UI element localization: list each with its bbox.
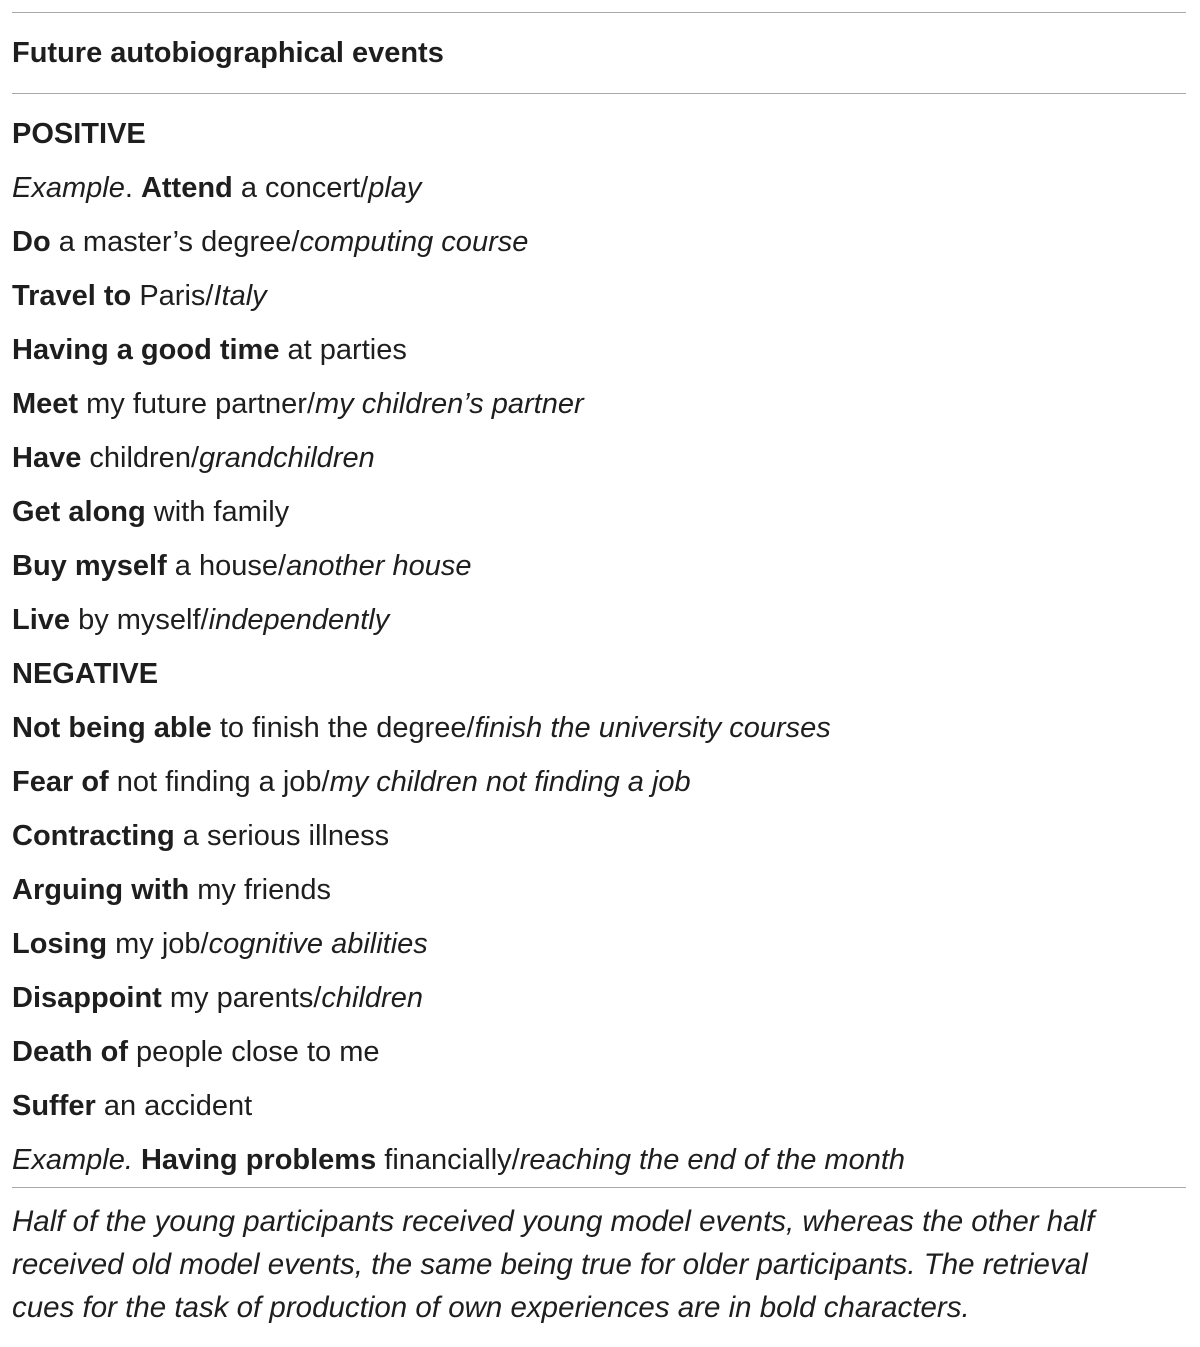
row-segment: Suffer	[12, 1090, 96, 1122]
row-segment: financially/	[376, 1144, 520, 1176]
row-segment: Attend	[140, 172, 233, 204]
row-segment: Buy myself	[12, 550, 167, 582]
row-segment: Travel to	[12, 280, 132, 312]
table-row	[12, 809, 1186, 863]
row-segment: by myself/	[70, 604, 209, 636]
footnote-line: Half of the young participants received young model events, whereas the other half	[12, 1205, 1095, 1238]
row-segment: a serious illness	[174, 820, 390, 852]
footnote-line: cues for the task of production of own experiences are in bold characters.	[12, 1291, 970, 1324]
row-segment: Example	[12, 172, 125, 204]
row-segment: Losing	[12, 928, 108, 960]
table-row	[12, 161, 1186, 215]
section-label-negative: NEGATIVE	[12, 658, 159, 690]
table-row	[12, 917, 1186, 971]
row-segment: Death of	[12, 1036, 128, 1068]
table-row	[12, 539, 1186, 593]
table-row	[12, 323, 1186, 377]
row-segment: Meet	[12, 388, 79, 420]
row-segment: not finding a job/	[108, 766, 330, 798]
row-segment: grandchildren	[199, 442, 375, 474]
table-row	[12, 431, 1186, 485]
row-segment: play	[368, 172, 422, 204]
table-row	[12, 1079, 1186, 1133]
table-footnote	[12, 1200, 1186, 1329]
row-segment: Paris/	[131, 280, 214, 312]
footnote-line: received old model events, the same being true for older participants. The retrieval	[12, 1248, 1088, 1281]
row-segment: my children’s partner	[315, 388, 584, 420]
row-segment: to finish the degree/	[211, 712, 475, 744]
row-segment: my job/	[107, 928, 209, 960]
table-row	[12, 485, 1186, 539]
row-segment: independently	[208, 604, 390, 636]
row-segment: Have	[12, 442, 82, 474]
row-segment: computing course	[299, 226, 529, 258]
row-segment: children	[321, 982, 423, 1014]
table-row	[12, 971, 1186, 1025]
table-row	[12, 215, 1186, 269]
row-segment: cognitive abilities	[208, 928, 428, 960]
table-row	[12, 593, 1186, 647]
events-table	[12, 12, 1186, 1329]
row-segment: Having a good time	[12, 334, 280, 366]
table-row	[12, 701, 1186, 755]
row-segment: Do	[12, 226, 51, 258]
row-segment: finish the university courses	[474, 712, 831, 744]
table-body	[12, 94, 1186, 1187]
row-segment: Arguing with	[12, 874, 190, 906]
table-row	[12, 1133, 1186, 1187]
row-segment: a concert/	[232, 172, 369, 204]
row-segment: Having problems	[140, 1144, 377, 1176]
row-segment: my children not finding a job	[329, 766, 691, 798]
table-row	[12, 755, 1186, 809]
row-segment: Get along	[12, 496, 146, 528]
table-row	[12, 269, 1186, 323]
row-segment: my future partner/	[78, 388, 316, 420]
row-segment: Example.	[12, 1144, 133, 1176]
row-segment: people close to me	[128, 1036, 380, 1068]
section-label-positive: POSITIVE	[12, 118, 146, 150]
table-row	[12, 377, 1186, 431]
row-segment: Not being able	[12, 712, 212, 744]
row-segment: an accident	[95, 1090, 253, 1122]
row-segment: Live	[12, 604, 71, 636]
row-segment: Italy	[213, 280, 267, 312]
row-segment: Fear of	[12, 766, 109, 798]
row-segment: a house/	[166, 550, 287, 582]
table-row	[12, 863, 1186, 917]
row-segment: my friends	[189, 874, 332, 906]
row-segment: another house	[286, 550, 472, 582]
row-segment: .	[124, 172, 141, 204]
row-segment: reaching the end of the month	[519, 1144, 906, 1176]
row-segment: my parents/	[161, 982, 322, 1014]
row-segment: Contracting	[12, 820, 175, 852]
row-segment: a master’s degree/	[50, 226, 300, 258]
row-segment: Disappoint	[12, 982, 162, 1014]
table-row	[12, 1025, 1186, 1079]
row-segment: with family	[145, 496, 290, 528]
row-segment: children/	[81, 442, 199, 474]
bottom-rule	[12, 1187, 1186, 1188]
row-segment: at parties	[279, 334, 407, 366]
table-header: Future autobiographical events	[12, 37, 444, 69]
row-segment	[133, 1144, 141, 1176]
